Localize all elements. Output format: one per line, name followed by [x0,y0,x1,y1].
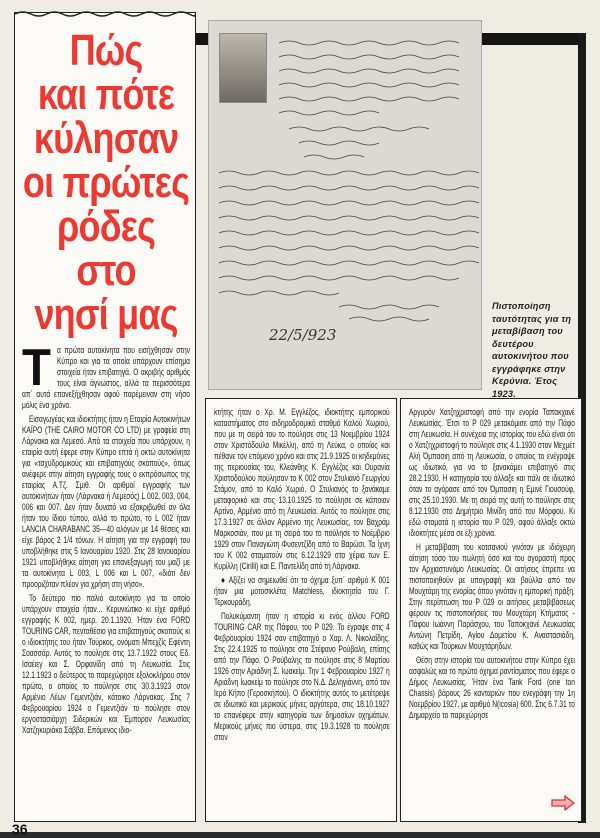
photo-caption: Πιστοποίηση ταυτότητας για τη μεταβίβαση του δευτέρου αυτοκινήτου που εγγράφηκε στην Κερύνια. Έτος 1923. [492,301,572,399]
bullet-icon: ● [221,575,227,586]
torn-edge-top [15,9,195,17]
paragraph-text: α πρώτα αυτοκίνητα που εισήχθησαν στην Κύπρο και για τα οποία υπάρχουν επίσημα στοιχεία ήταν επιβατηγά. Ο ακριβής αριθμός τους είναι άγνωστος, αλλά τα περισσότερα απ᾽ αυτά επανεξήχθησαν αφού παρέμειναν στη νήσο μόλις ένα χρόνο. [22,345,190,411]
paragraph: Πολυκύμαντη ήταν η ιστορία κι ενός άλλου FORD TOURING CAR της Πάφου, του Ρ 029. Το έγραψε στις 4 Φεβρουαρίου 1924 σαν επιβατηγό ο Χαρ. Λ. Νικολαΐδης. Στις 22.4.1925 το πούλησε στο Στέφανο Ρούβαλη, επίσης από την Πάφο. Ο Ρούβαλης το πούλησε στις 8 Μαρτίου 1926 στην Αριάδνη Σ. Ιωακείμ. Την 1 Φεβρουαρίου 1927 η Αριάδνη Ιωακείμ το πούλησε στο Ν.Δ. Δεληγιάννη, από τον Ιερό Κήπο (Γεροσκήπου). Ο ιδιοκτήτης αυτός το μετέτρεψε σε ιδιωτικό και μερικούς μήνες αργότερα, στις 18.10.1927 το επανέφερε στην κατηγορία των δημοσίων οχημάτων. Μερικούς μήνες πιο ύστερα, στις 19.3.1928 το πούλησε στον [214,611,390,743]
intro-paragraph [22,339,190,411]
paragraph: κτήτης ήταν ο Χρ. Μ. Εγγλέζος, ιδιοκτήτης εμπορικού καταστήματος στο σιδηροδρομικό σταθμό Καλού Χωριού, που με τη σειρά του το πούλησε στις 13 Νοεμβρίου 1924 στον Χριστόδουλο Μικέλλη, από τη Λεύκα, ο οποίος και πέθανε τον επόμενο χρόνο και στις 21.9.1925 οι κηδεμόνες της περιουσίας του, Κλεάνθης Κ. Εγγλέζος και Ουρανία Χριστοδούλου πούλησαν το Κ 002 στον Στυλιανό Γεωργίου Στάμον, από το Καλό Χωριό. Ο Στυλιανός το ξανάκαμε μεταφορικό και στις 13.10.1925 το πούλησε σε κάποιον Αρτίνο, Αρμένιο από τη Λευκωσία. Αυτός το πούλησε στις 17.3.1927 σε άλλον Αρμένιο της Λευκωσίας, τον Βαχράμ Μαρκοσιάν, που με τη σειρά του το πούλησε το Νοέμβριο 1929 στον Παναγιώτη Φυσεντζίδη από το Βαρώσι. Τα ίχνη του Κ 002 σταματούν στις 6.12.1929 στα χέρια των Ε. Κυρίλλη (Cirilli) και Ε. Παντελίδη από τη Λάρνακα. [214,407,390,572]
paragraph: Το δεύτερο πιο παλιό αυτοκίνητο για το οποίο υπάρχουν στοιχεία ήταν... Κερυνιώτικο κι είχε αριθμό εγγραφής Κ 002, ημερ. 20.1.1920. Ήταν ένα FORD TOURING CAR, πενταθέσιο για επιβατηγούς σκοπούς κι ο ιδιοκτήτης του ήταν Τούρκος, ονόματι Μπεχζίς Εφέντη Σοασσάρ. Αυτός το πούλησε στις 13.7.1922 στους Εδ. Ισαέιεγ και Σ. Ορφανίδη από τη Λευκωσία. Στις 12.1.1923 ο δεύτερος το παρεχώρησε εξολοκλήρου στον πρώτο, ο οποίος το πούλησε στις 30.3.1923 στον Αρμένιο Λέων Γεμεντζιάν, κάτοικο Λάρνακας. Στις 7 Φεβρουαρίου 1924 ο Γεμεντζιάν το πούλησε στον εργοστασιάρχη Σιδερικών και Έμπορον Λευκωσίας Χατζηκυριάκο Σάββα. Επόμενος ιδιο- [22,593,190,736]
paragraph: Εισαγωγέας και ιδιοκτήτης ήταν η Εταιρία Αυτοκινήτων ΚΑΪΡΟ (THE CAIRO MOTOR CO LTD) με γραφεία στη Λάρνακα και Λεμεσό. Από τα στοιχεία που υπάρχουν, η εταιρία αυτή έφερε στην Κύπρο επτά ή οκτώ αυτοκίνητα για «ταχυδρομικούς και επιβατηγούς σκοπούς», όπως ανέφερε στην αίτηση εγγραφής τους ο εκπρόσωπος της εταιρίας Α.Τζ. Σμιθ. Οι αριθμοί εγγραφής των αυτοκινήτων ήταν (Λάρνακα ή Λεμεσός) L 002, 003, 004, 006 και 007. Δεν ήταν δυνατό να εξακριβωθεί αν όλα ήταν του ίδιου τύπου, αλλά το πρώτο, το L 002 ήταν LANCIA CHARABANC 35—40 αλόγων με 14 θέσεις και είχε βάρος 2 1/4 τόνων. Η αίτηση για την εγγραφή του υποβλήθηκε στις 5 Ιανουαρίου 1920. Στις 28 Ιανουαρίου 1921 υποβλήθηκε αίτηση για επανεξαγωγή του μαζί με τα αυτοκίνητα L 003, L 006 και L 007, «διότι δεν προοριζόταν πλέον για χρήση στη νήσο». [22,414,190,590]
article-body-col3 [409,407,575,724]
drop-cap: Τ [22,339,51,397]
decorative-bar-bottom [0,832,600,838]
title-line: ρόδες [56,202,156,251]
article-body-col2 [214,407,390,746]
paragraph: Αργυρόν Χατζηχριστοφή από την ενορία Ταπακχανέ Λευκωσίας. Έτσι το Ρ 029 μετακόμισε από την Πάφο στη Λευκωσία. Η συνέχεια της ιστορίας του εδώ είναι ότι ο Χατζηχριστοφή το πούλησε στις 4.1.1930 στον Μεχμέτ Αλή Όμπασιη από τη Λευκωσία, ο οποίος το ενέγραψε ως ιδιωτικό, για να το ξανακάμει επιβατηγό στις 28.2.1930. Η κατηγορία του άλλαξε και πάλι σε ιδιωτικό όταν το αγόρασε από τον Όμπασιη η Εμινέ Γιουσούφ, στις 25.10.1930. Με τη σειρά της αυτή το πούλησε στις 8.12.1930 στο Δημήτριο Μινίδη από του Μόρφου. Κι εδώ σταματά η ιστορία του Ρ 029, αφού άλλαξε οκτώ ιδιοκτήτες μέσα σε έξι χρόνια. [409,407,575,539]
paragraph: Θέση στην ιστορία του αυτοκινήτου στην Κύπρο έχει ασφαλώς και το πρώτο όχημα ραντίσματος που έφερε ο Δήμος Λευκωσίας. Ήταν ένα Tank Ford (one ton Chassis) βάρους 26 κανταριών που ενεγράφη την 1η Νοεμβρίου 1927, με αριθμό N(icosia) 600. Στις 6.7.31 το Δημαρχείο το παρεχώρησε [409,655,575,721]
article-title [0,26,226,339]
article-column-2 [205,398,397,822]
title-line: στο [76,246,136,295]
title-line: οι πρώτες [22,158,190,207]
handwritten-date: 22/5/923 [269,326,337,344]
bullet-paragraph [214,575,390,608]
article-column-3 [400,398,582,822]
title-line: Πώς [69,26,143,75]
paragraph: Η μεταβίβαση του κοτσανιού γινόταν με ιδιόχειρη αίτηση τόσο του πωλητή όσο και του αγοραστή προς τον Αρχιαστυνόμο Λευκωσίας. Οι αιτήσεις έπρεπε να πιστοποιηθούν με υπογραφή και βούλλα από τον Μουχτάρη της ενορίας όπου γινόταν η εμπορική πράξη. Στην περίπτωση του Ρ 029 οι αιτήσεις μεταβιβάσεως φέρουν τις πιστοποιήσεις του Μουχτάρη Κτήματος - Πάφου Ιωάννη Παράσχου, του Ταποκχανέ Λευκωσίας Αντώνη Πετρίδη, Αγίου Δομετίου Κ. Αναστασιάδη, καθώς και Τούρκων Μουχτάρηδων. [409,542,575,652]
handwriting-image [209,21,482,390]
title-column [14,12,196,822]
title-line: νησί μας [34,290,178,339]
historic-document-photo [208,20,482,390]
article-body-col1 [22,339,190,739]
continue-arrow-icon [551,795,575,811]
title-line: κύλησαν [33,114,179,163]
paragraph-text: Αξίζει να σημειωθεί ότι το όχημα ξυπ᾽ αριθμό Κ 001 ήταν μια μοτοσικλέτα Matchless, ιδιοκτησία του Γ. Τερκουράδη. [214,575,390,608]
page-number: 36 [12,821,28,837]
title-line: και πότε [37,70,175,119]
